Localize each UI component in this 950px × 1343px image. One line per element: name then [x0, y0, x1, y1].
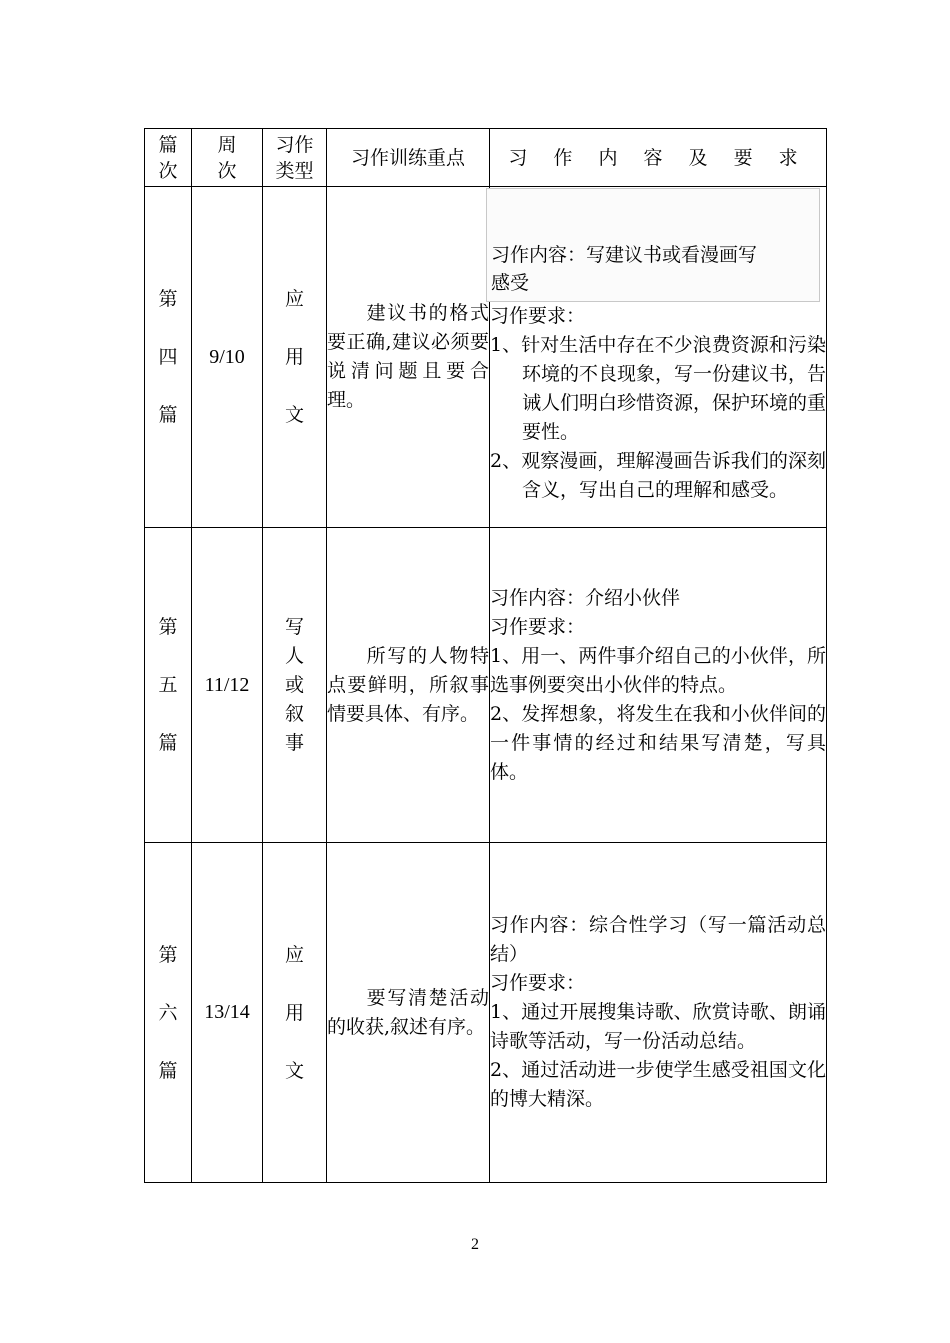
- weeks-cell: 9/10: [192, 187, 263, 528]
- req-item: 1、针对生活中存在不少浪费资源和污染环境的不良现象，写一份建议书，告诫人们明白珍惜资源，保护环境的重要性。: [490, 334, 827, 443]
- page-number: 2: [471, 1236, 479, 1253]
- type-cell: 写 人 或 叙 事: [263, 528, 327, 843]
- req-title: 习作要求：: [490, 615, 586, 638]
- req-item: 2、通过活动进一步使学生感受祖国文化的博大精深。: [490, 1059, 826, 1110]
- type-cell: 应 用 文: [263, 843, 327, 1183]
- content-banner: 习作内容：写建议书或看漫画写 感受: [486, 188, 820, 302]
- req-item: 2、发挥想象，将发生在我和小伙伴间的一件事情的经过和结果写清楚，写具体。: [490, 702, 826, 783]
- table-row: [145, 187, 827, 528]
- weeks-cell: 11/12: [192, 528, 263, 843]
- type-cell: 应 用 文: [263, 187, 327, 528]
- table-header-row: [145, 129, 827, 187]
- table-row: [145, 843, 827, 1183]
- weeks-cell: 13/14: [192, 843, 263, 1183]
- pian-cell: 第 六 篇: [145, 843, 192, 1183]
- requirements-cell: [490, 528, 827, 843]
- writing-plan-table: [144, 128, 827, 1183]
- req-item: 1、用一、两件事介绍自己的小伙伴，所选事例要突出小伙伴的特点。: [490, 644, 826, 696]
- content-text: 习作内容：介绍小伙伴: [490, 586, 681, 609]
- header-type: 习作 类型: [263, 129, 327, 187]
- pian-cell: 第 五 篇: [145, 528, 192, 843]
- header-requirements: 习 作 内 容 及 要 求: [490, 129, 827, 187]
- header-weeks: 周 次: [192, 129, 263, 187]
- table-row: [145, 528, 827, 843]
- header-focus: 习作训练重点: [327, 129, 490, 187]
- content-text: 习作内容：综合性学习（写一篇活动总结）: [490, 914, 826, 965]
- pian-cell: 第 四 篇: [145, 187, 192, 528]
- header-pian: 篇 次: [145, 129, 192, 187]
- req-title: 习作要求：: [490, 305, 586, 327]
- requirements-cell: [490, 187, 827, 528]
- focus-cell: 所写的人物特点要鲜明，所叙事情要具体、有序。: [327, 528, 490, 843]
- focus-cell: 要写清楚活动的收获,叙述有序。: [327, 843, 490, 1183]
- req-item: 2、观察漫画，理解漫画告诉我们的深刻含义，写出自己的理解和感受。: [490, 450, 826, 501]
- req-title: 习作要求：: [490, 972, 586, 994]
- requirements-cell: [490, 843, 827, 1183]
- req-item: 1、通过开展搜集诗歌、欣赏诗歌、朗诵诗歌等活动，写一份活动总结。: [490, 1001, 826, 1052]
- focus-cell: 建议书的格式要正确,建议必须要说清问题且要合理。: [327, 187, 490, 528]
